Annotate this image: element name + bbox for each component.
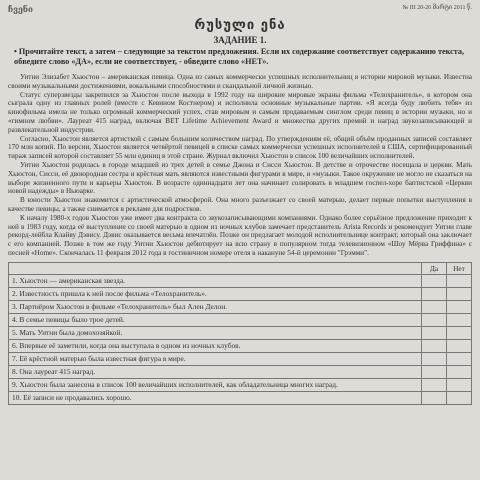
table-header-blank <box>9 262 422 274</box>
paragraph: Уитни Элизабет Хьюстон – американская певица. Одна из самых коммерчески успешных исполнительниц в истории мировой музыки. Известна своими музыкальными достижениями, вокальными способностями и скандальной личной жизнью. <box>8 73 472 90</box>
header-left-label: ჩვენი <box>8 5 33 14</box>
header-issue-info: № III 20-26 მარტი 2011 წ. <box>402 5 472 11</box>
statement-text: 2. Известность пришла к ней после фильма «Телохранитель». <box>9 287 422 300</box>
paragraph: Статус суперзвезды закрепился за Хьюстон после выхода в 1992 году на широкие мировые экраны фильма «Телохранитель», в котором она сыграла одну из главных ролей (вместе с Кевином Костнером) и исполнила основные музыкальные партии. «Я всегда буду любить тебя» из кинофильма имела не только огромный коммерческий успех, став мировым и самым продаваемым синглом среди певиц в истории музыки, но и «гимном любви». Лауреат 415 наград, включая BET Lifetime Achievement Award и множества других премий и наград звукозаписывающей и развлекательной индустрии. <box>8 90 472 134</box>
answer-yes-cell[interactable] <box>422 378 447 391</box>
table-row <box>9 274 472 287</box>
answer-no-cell[interactable] <box>447 339 472 352</box>
table-row <box>9 352 472 365</box>
table-row <box>9 300 472 313</box>
answer-no-cell[interactable] <box>447 274 472 287</box>
task-heading: ЗАДАНИЕ 1. <box>213 35 267 45</box>
table-row <box>9 287 472 300</box>
answer-no-cell[interactable] <box>447 391 472 404</box>
page-title: რუსული ენა <box>194 18 286 33</box>
answer-no-cell[interactable] <box>447 352 472 365</box>
answer-no-cell[interactable] <box>447 300 472 313</box>
answer-yes-cell[interactable] <box>422 365 447 378</box>
answer-no-cell[interactable] <box>447 326 472 339</box>
reading-text <box>8 73 472 258</box>
answer-yes-cell[interactable] <box>422 352 447 365</box>
statements-table <box>8 262 472 405</box>
table-row <box>9 365 472 378</box>
statement-text: 4. В семье певицы было трое детей. <box>9 313 422 326</box>
statement-text: 9. Хьюстон была занесена в список 100 величайших исполнителей, как обладательница многих наград. <box>9 378 422 391</box>
page-header <box>8 4 472 16</box>
table-row <box>9 391 472 404</box>
answer-yes-cell[interactable] <box>422 391 447 404</box>
answer-yes-cell[interactable] <box>422 287 447 300</box>
column-yes-header: Да <box>422 262 447 274</box>
answer-yes-cell[interactable] <box>422 274 447 287</box>
paragraph: В юности Хьюстон знакомится с артистической атмосферой. Она много разъезжает со своей матерью, делает первые попытки выступления в качестве певицы, а также снимается в рекламе для подростков. <box>8 196 472 213</box>
answer-yes-cell[interactable] <box>422 326 447 339</box>
table-row <box>9 313 472 326</box>
table-row <box>9 339 472 352</box>
statement-text: 7. Её крёстной матерью была известная фигура в мире. <box>9 352 422 365</box>
statement-text: 5. Мать Уитни была домохозяйкой. <box>9 326 422 339</box>
statement-text: 3. Партнёром Хьюстон в фильме «Телохранитель» был Ален Делон. <box>9 300 422 313</box>
table-header-row <box>9 262 472 274</box>
answer-yes-cell[interactable] <box>422 313 447 326</box>
table-row <box>9 326 472 339</box>
answer-no-cell[interactable] <box>447 365 472 378</box>
paragraph: Согласно, Хьюстон является артисткой с самым большим количеством наград. По утверждениям её, общий объём проданных записей составляет 170 млн копий. По версии, Хьюстон является четвёртой певицей в списке самых коммерчески успешных исполнителей в США, сертифицированный тираж записей которой составляет 55 млн единиц в этой стране. Журнал включил Хьюстон в список 100 величайших исполнителей. <box>8 134 472 161</box>
statement-text: 1. Хьюстон — американская звезда. <box>9 274 422 287</box>
statement-text: 8. Она лауреат 415 наград. <box>9 365 422 378</box>
task-instruction: • Прочитайте текст, а затем – следующие за текстом предложения. Если их содержание соответствует содержанию текста, обведите слово «ДА», если не соответствует, - обведите слово «НЕТ». <box>14 47 465 66</box>
paragraph: К началу 1980-х годов Хьюстон уже имеет два контракта со звукозаписывающими компаниями. Однако более серьёзное предложение приходит к ней в 1983 году, когда её выступление со своей матерью в одном из ночных клубов замечает представитель Arista Records и рекомендует Уитни главе рекорд-лейбла Клайву Дэвису. Дэвис оказывается весьма впечатлён. Позже он предлагает молодой исполнительнице контракт, который она заключает с его компанией. Позже в том же году Уитни Хьюстон дебютирует на всю страну в популярном тогда телевизионном «Шоу Мёрва Гриффина» с песней «Home». Скончалась 11 февраля 2012 года в гостиничном номере отеля в накануне 54-й церемонии "Грэмми". <box>8 213 472 257</box>
answer-yes-cell[interactable] <box>422 339 447 352</box>
answer-no-cell[interactable] <box>447 287 472 300</box>
answer-yes-cell[interactable] <box>422 300 447 313</box>
statement-text: 10. Её записи не продавались хорошо. <box>9 391 422 404</box>
statement-text: 6. Впервые её заметили, когда она выступала в одном из ночных клубов. <box>9 339 422 352</box>
answer-no-cell[interactable] <box>447 378 472 391</box>
table-row <box>9 378 472 391</box>
paragraph: Уитни Хьюстон родилась в городе младшей из трех детей в семье Джона и Сисси Хьюстон. В детстве и отрочестве посещала и церкви. Мать Хьюстон, Сисси, её двоюродная сестра и крёстная мать являются известными фигурами в мире, и «музыки. Такое окружение не могло не сказаться на выборе жизненного пути и карьеры Хьюстон. В возрасте одиннадцати лет она начинает солировать в младшем госпел-хоре баптистской «Церкви новой надежды» в Ньюарке. <box>8 160 472 196</box>
answer-no-cell[interactable] <box>447 313 472 326</box>
column-no-header: Нет <box>447 262 472 274</box>
